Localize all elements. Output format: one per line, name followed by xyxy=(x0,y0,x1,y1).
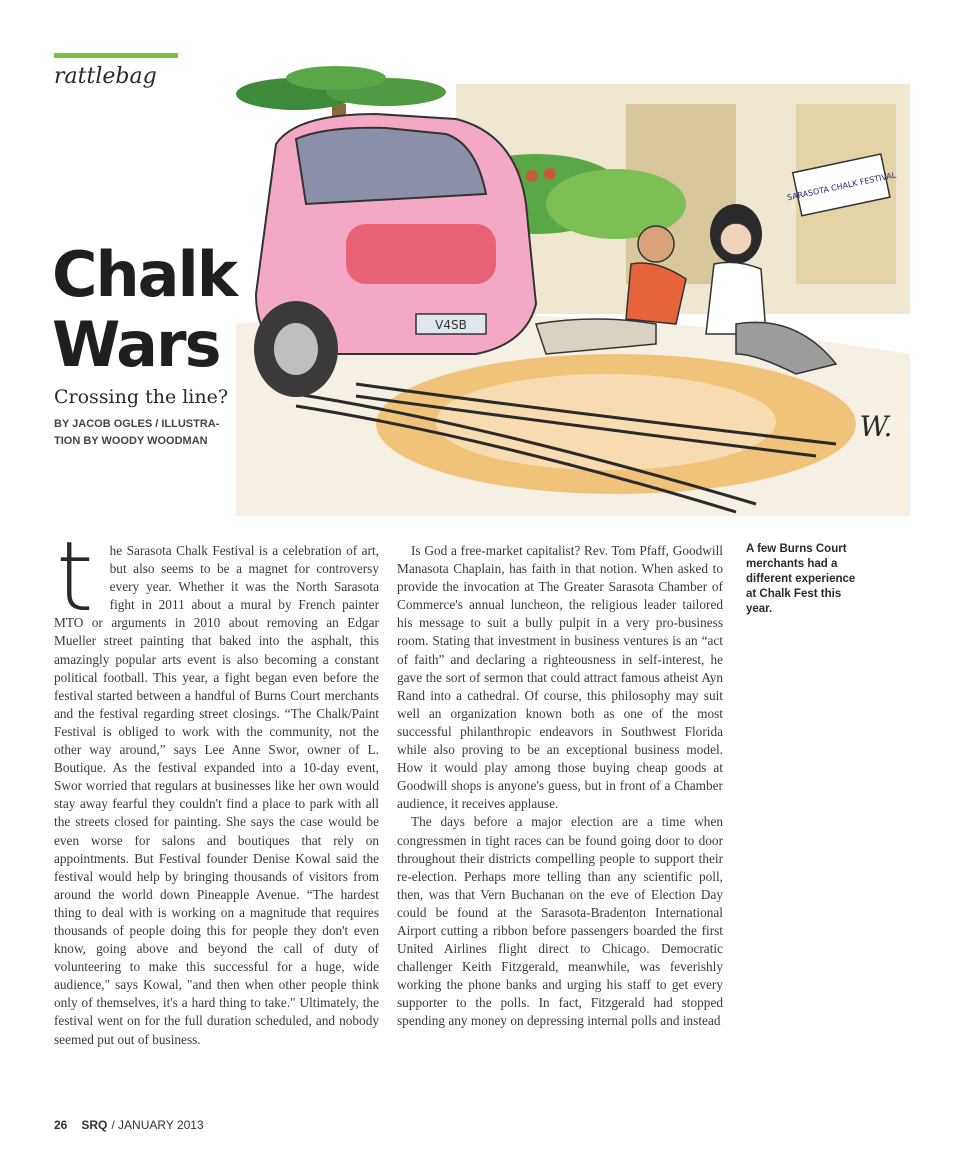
page-footer xyxy=(54,1118,204,1132)
byline: BY JACOB OGLES / ILLUSTRA-TION BY WOODY WOODMAN xyxy=(54,418,220,447)
headline-line-1: Chalk xyxy=(52,238,236,311)
section-rule xyxy=(54,53,178,58)
column-2-paragraph-2: The days before a major election are a time when congressmen in tight races can be found going door to door throughout their districts compelling people to support their re-election. Perhaps more telling than any scientific poll, then, was that Vern Buchanan on the eve of Election Day could be found at the Sarasota-Bradenton International Airport cutting a ribbon before passengers boarded the first United Airlines flight direct to Chicago. Democratic challenger Keith Fitzgerald, meanwhile, was feverishly working the phone banks and urging his staff to get every supporter to the polls. In fact, Fitzgerald had stopped spending any money on depressing internal polls and instead xyxy=(397,814,723,1029)
issue-date: / JANUARY 2013 xyxy=(111,1118,204,1132)
column-1-text: he Sarasota Chalk Festival is a celebration of art, but also seems to be a magnet for controversy every year. Whether it was the North Sarasota fight in 2011 about a mural by French painter MTO or arguments in 2010 about removing an Edgar Mueller street painting that baked into the asphalt, this amazingly popular arts event is also becoming a constant political football. This year, a fight began even before the festival started between a handful of Burns Court merchants and the festival regarding street closings. “The Chalk/Paint Festival is obliged to work with the community, not the other way around,” says Lee Anne Swor, owner of L. Boutique. As the festival expanded into a 10-day event, Swor worried that regulars at businesses like her own would stay away fearful they couldn't find a place to park with all the streets closed for painting. She says the case would be even worse for salons and boutiques that rely on appointments. But Festival founder Denise Kowal said the festival would help by bringing thousands of visitors from around the world down Pineapple Avenue. “The hardest thing to deal with is working on a magnitude that requires thousands of people doing this for people they don't even know, going above and beyond the call of duty of volunteering to make this successful for a huge, wide audience," says Kowal, "and then when other people think only of themselves, it's a hard thing to take." Ultimately, the festival went on for the full duration scheduled, and nobody seemed put out of business. xyxy=(54,543,379,1047)
svg-text:W.: W. xyxy=(859,410,893,443)
drop-cap: t xyxy=(56,542,94,633)
article-column-2 xyxy=(397,542,723,1090)
chalk-festival-illustration xyxy=(236,64,910,516)
article-column-1 xyxy=(54,542,379,1090)
svg-text:V4SB: V4SB xyxy=(435,318,467,332)
tail-light-glow xyxy=(346,224,496,284)
dek: Crossing the line? xyxy=(54,386,229,408)
headline xyxy=(52,240,236,380)
section-label: rattlebag xyxy=(54,64,157,89)
illustration-caption: A few Burns Court merchants had a different experience at Chalk Fest this year. xyxy=(746,543,856,615)
chalk-painting-center xyxy=(436,374,776,470)
headline-line-2: Wars xyxy=(52,308,220,381)
page-number: 26 xyxy=(54,1118,68,1132)
magazine-name: SRQ xyxy=(81,1118,108,1132)
column-2-paragraph-1: Is God a free-market capitalist? Rev. Tom Pfaff, Goodwill Manasota Chaplain, has faith in that notion. When asked to provide the invocation at The Greater Sarasota Chamber of Commerce's annual luncheon, the religious leader tailored his message to suit a bully pulpit in a very pro-business room. Stating that investment in business ventures is an “act of faith” and declaring a righteousness in self-interest, he gave the sort of sermon that could attract famous atheist Ayn Rand into a cathedral. Of course, this philosophy may suit well an organization known both as one of the most successful philanthropic endeavors in Southwest Florida while also proving to be an exceptional business model. How it would play among those buying cheap goods at Goodwill shops is anyone's guess, but in front of a Chamber audience, it receives applause. xyxy=(397,543,723,812)
svg-text:SARASOTA CHALK FESTIVAL: SARASOTA CHALK FESTIVAL xyxy=(786,170,897,203)
